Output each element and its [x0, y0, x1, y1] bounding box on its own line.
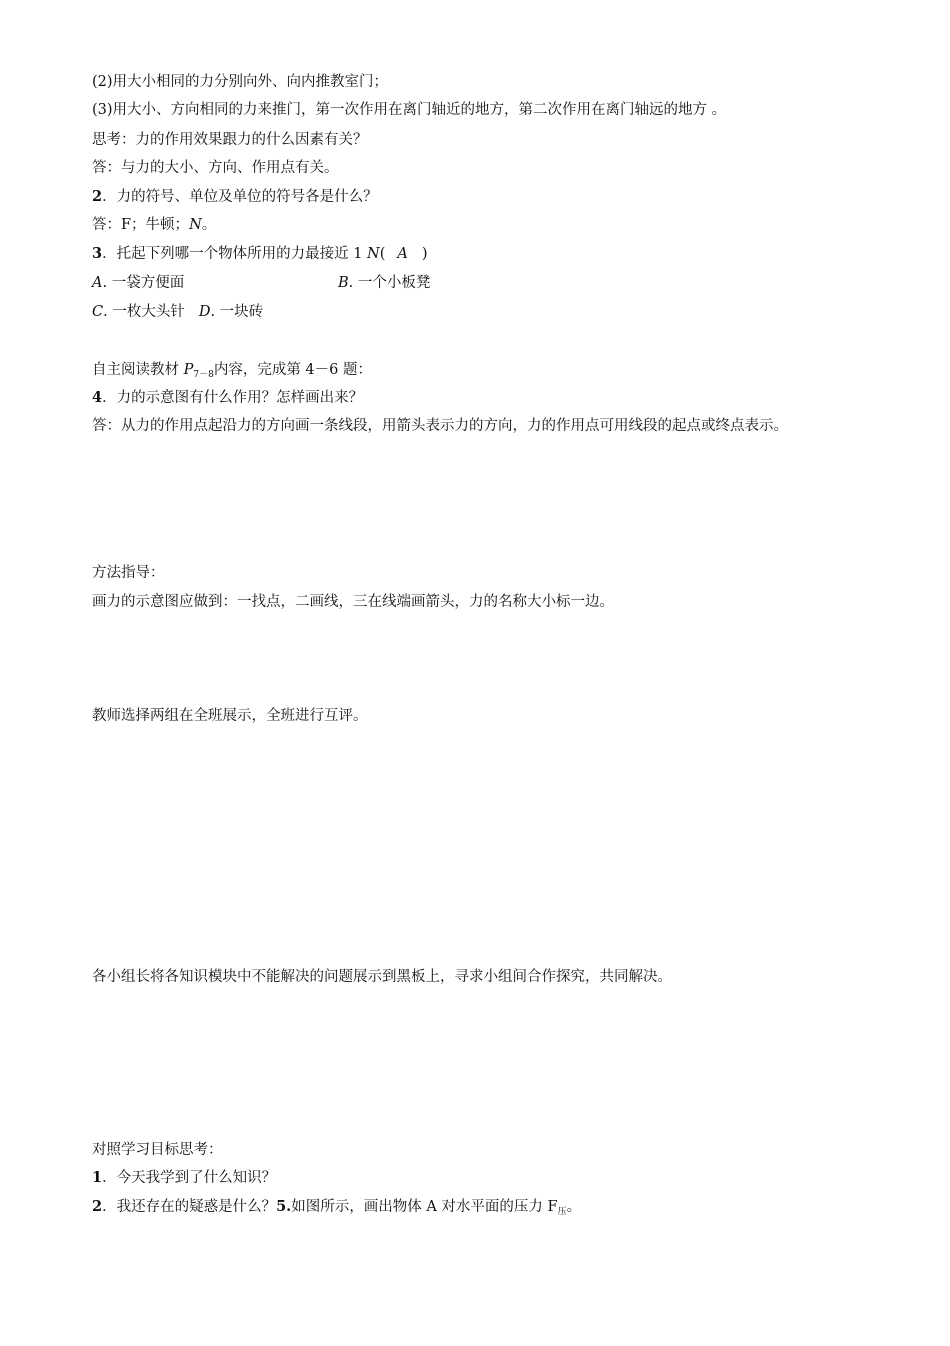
question-number: 2 [92, 188, 103, 205]
question-number: 3 [92, 245, 103, 262]
text-line [92, 100, 726, 120]
option-text: . 一枚大头针 [103, 304, 185, 320]
answer-2 [92, 215, 216, 235]
think-answer: 答：与力的大小、方向、作用点有关。 [92, 160, 339, 176]
reflect-1 [92, 1168, 276, 1188]
section-heading: 方法指导： [92, 565, 165, 581]
question-number: 4 [92, 389, 103, 406]
method-text [92, 592, 614, 612]
option-letter: C [92, 304, 104, 320]
question-4 [92, 388, 363, 408]
unit-symbol: N [189, 217, 202, 233]
question-number: 5. [276, 1198, 292, 1215]
question-text: ．我还存在的疑惑是什么？ [102, 1199, 277, 1215]
reading-instruction [92, 360, 372, 385]
instruction-text: 自主阅读教材 [92, 362, 184, 378]
option-text: . 一个小板凳 [348, 275, 431, 291]
instruction-text: 各小组长将各知识模块中不能解决的问题展示到黑板上，寻求小组间合作探究，共同解决。 [92, 969, 672, 985]
option-letter: D [198, 304, 211, 320]
force-subscript: 压 [557, 1207, 567, 1217]
answer-bracket-close: ) [421, 246, 428, 262]
question-text: ．力的示意图有什么作用？怎样画出来？ [102, 390, 364, 406]
text-line [92, 130, 368, 150]
question-text: ．托起下列哪一个物体所用的力最接近 1 [102, 246, 368, 262]
option-text: . 一块砖 [210, 304, 264, 320]
punctuation: 。 [201, 217, 217, 233]
question-3 [92, 244, 428, 264]
answer-4 [92, 416, 788, 436]
option-letter: A [92, 275, 103, 291]
teacher-instruction [92, 706, 368, 726]
answer-text: 答：F；牛顿； [92, 217, 190, 233]
option-d [199, 302, 263, 322]
question-text: ．力的符号、单位及单位的符号各是什么？ [102, 189, 378, 205]
page-range: 7－8 [193, 370, 214, 380]
section-heading: 对照学习目标思考： [92, 1142, 223, 1158]
options-row-2 [92, 302, 263, 322]
question-number: 1 [92, 1169, 103, 1186]
instruction-text: 内容，完成第 4－6 题： [213, 362, 372, 378]
instruction-text: 教师选择两组在全班展示，全班进行互评。 [92, 708, 368, 724]
option-letter: B [338, 275, 349, 291]
option-c [92, 302, 185, 322]
options-row-1 [92, 273, 430, 293]
method-body: 画力的示意图应做到：一找点，二画线，三在线端画箭头，力的名称大小标一边。 [92, 594, 614, 610]
option-a [92, 273, 338, 293]
answer-text: 答：从力的作用点起沿力的方向画一条线段，用箭头表示力的方向，力的作用点可用线段的起点或终点表示。 [92, 418, 788, 434]
item-3-text: (3)用大小、方向相同的力来推门，第一次作用在离门轴近的地方，第二次作用在离门轴远的地方 。 [92, 102, 727, 118]
option-b [338, 273, 430, 293]
punctuation: 。 [566, 1199, 582, 1215]
page-symbol: P [183, 362, 194, 378]
item-2-text: (2)用大小相同的力分别向外、向内推教室门； [92, 74, 389, 90]
reflect-2 [92, 1197, 581, 1222]
method-title [92, 563, 165, 583]
unit-symbol: N [367, 246, 380, 262]
answer-choice: A [397, 246, 408, 262]
think-question: 思考：力的作用效果跟力的什么因素有关？ [92, 132, 368, 148]
question-text: ．今天我学到了什么知识？ [102, 1170, 277, 1186]
question-number: 2 [92, 1198, 103, 1215]
text-line [92, 158, 339, 178]
reflect-title [92, 1140, 223, 1160]
group-instruction [92, 967, 672, 987]
answer-bracket-open: ( [379, 246, 386, 262]
option-text: . 一袋方便面 [102, 275, 185, 291]
text-line [92, 72, 388, 92]
question-text: 如图所示，画出物体 A 对水平面的压力 F [291, 1199, 558, 1215]
question-2 [92, 187, 378, 207]
